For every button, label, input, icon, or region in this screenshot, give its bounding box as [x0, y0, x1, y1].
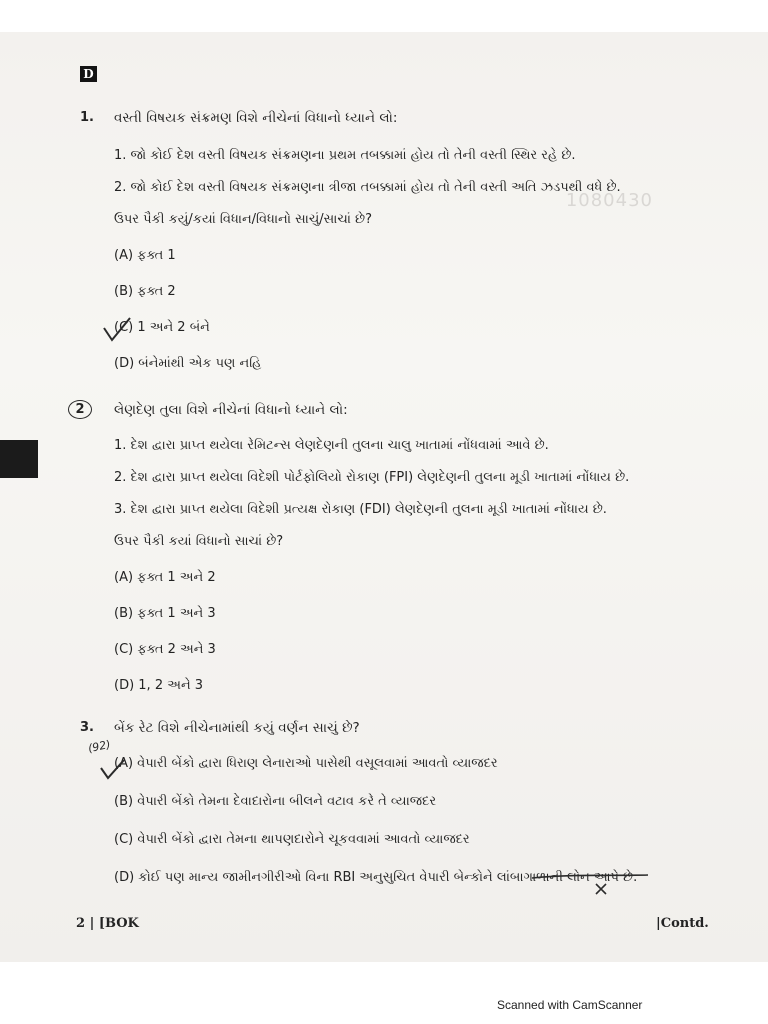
statement: 1. દેશ દ્વારા પ્રાપ્ત થયેલા રેમિટન્સ લેણદેણની તુલના ચાલુ ખાતામાં નોંધવામાં આવે છે.	[114, 438, 549, 453]
option-b: (B) વેપારી બેંકો તેમના દેવાદારોના બીલને વટાવ કરે તે વ્યાજદર	[114, 794, 437, 809]
question-stem: બેંક રેટ વિશે નીચેનામાંથી કયું વર્ણન સાચું છે?	[114, 720, 360, 736]
handwritten-tick	[100, 314, 136, 344]
question-stem: વસ્તી વિષયક સંક્રમણ વિશે નીચેનાં વિધાનો ધ્યાને લો:	[114, 110, 398, 126]
statement: 3. દેશ દ્વારા પ્રાપ્ત થયેલા વિદેશી પ્રત્યક્ષ રોકાણ (FDI) લેણદેણની તુલના મૂડી ખાતામાં નોંધાય છે.	[114, 502, 607, 517]
option-b: (B) ફક્ત 1 અને 3	[114, 606, 216, 621]
question-ask: ઉપર પૈકી કયાં વિધાનો સાચાં છે?	[114, 534, 284, 549]
question-number: 3.	[80, 720, 94, 735]
handwritten-note: (92)	[86, 737, 112, 756]
question-number-circled: 2	[80, 400, 114, 420]
option-c: (C) ફક્ત 2 અને 3	[114, 642, 216, 657]
handwritten-underline-cross	[530, 872, 650, 898]
option-d: (D) 1, 2 અને 3	[114, 678, 204, 693]
black-tab-mark	[0, 440, 38, 478]
footer-contd: |Contd.	[656, 916, 709, 931]
option-a: (A) વેપારી બેંકો દ્વારા ધિરાણ લેનારાઓ પાસેથી વસૂલવામાં આવતો વ્યાજદર	[114, 756, 498, 771]
footer-page-number: 2 | [BOK	[76, 916, 139, 931]
question-1	[80, 108, 730, 374]
question-ask: ઉપર પૈકી કયું/કયાં વિધાન/વિધાનો સાચું/સાચાં છે?	[114, 212, 372, 227]
booklet-code-badge: D	[80, 66, 97, 82]
option-a: (A) ફક્ત 1 અને 2	[114, 570, 216, 585]
bleed-through-marks: 1080430	[565, 190, 653, 211]
question-number: 1.	[80, 110, 94, 125]
question-3	[80, 718, 730, 888]
option-a: (A) ફક્ત 1	[114, 248, 176, 263]
option-c: (C) 1 અને 2 બંને	[114, 320, 210, 335]
option-b: (B) ફક્ત 2	[114, 284, 176, 299]
question-2	[75, 400, 730, 696]
statement: 2. દેશ દ્વારા પ્રાપ્ત થયેલા વિદેશી પોર્ટફોલિયો રોકાણ (FPI) લેણદેણની તુલના મૂડી ખાતામાં નોંધાય છે.	[114, 470, 630, 485]
question-stem: લેણદેણ તુલા વિશે નીચેનાં વિધાનો ધ્યાને લો:	[114, 402, 348, 418]
camscanner-watermark: Scanned with CamScanner	[497, 998, 643, 1012]
option-d: (D) કોઈ પણ માન્ય જામીનગીરીઓ વિના RBI અનુસુચિત વેપારી બેન્કોને લાંબાગાળાની લોન આપે છે.	[114, 870, 638, 885]
statement: 1. જો કોઈ દેશ વસ્તી વિષયક સંક્રમણના પ્રથમ તબક્કામાં હોય તો તેની વસ્તી સ્થિર રહે છે.	[114, 148, 576, 163]
handwritten-tick	[98, 758, 128, 782]
option-d: (D) બંનેમાંથી એક પણ નહિ	[114, 356, 262, 371]
option-c: (C) વેપારી બેંકો દ્વારા તેમના થાપણદારોને ચૂકવવામાં આવતો વ્યાજદર	[114, 832, 470, 847]
statement: 2. જો કોઈ દેશ વસ્તી વિષયક સંક્રમણના ત્રીજા તબક્કામાં હોય તો તેની વસ્તી અતિ ઝડપથી વધે છે.	[114, 180, 621, 195]
